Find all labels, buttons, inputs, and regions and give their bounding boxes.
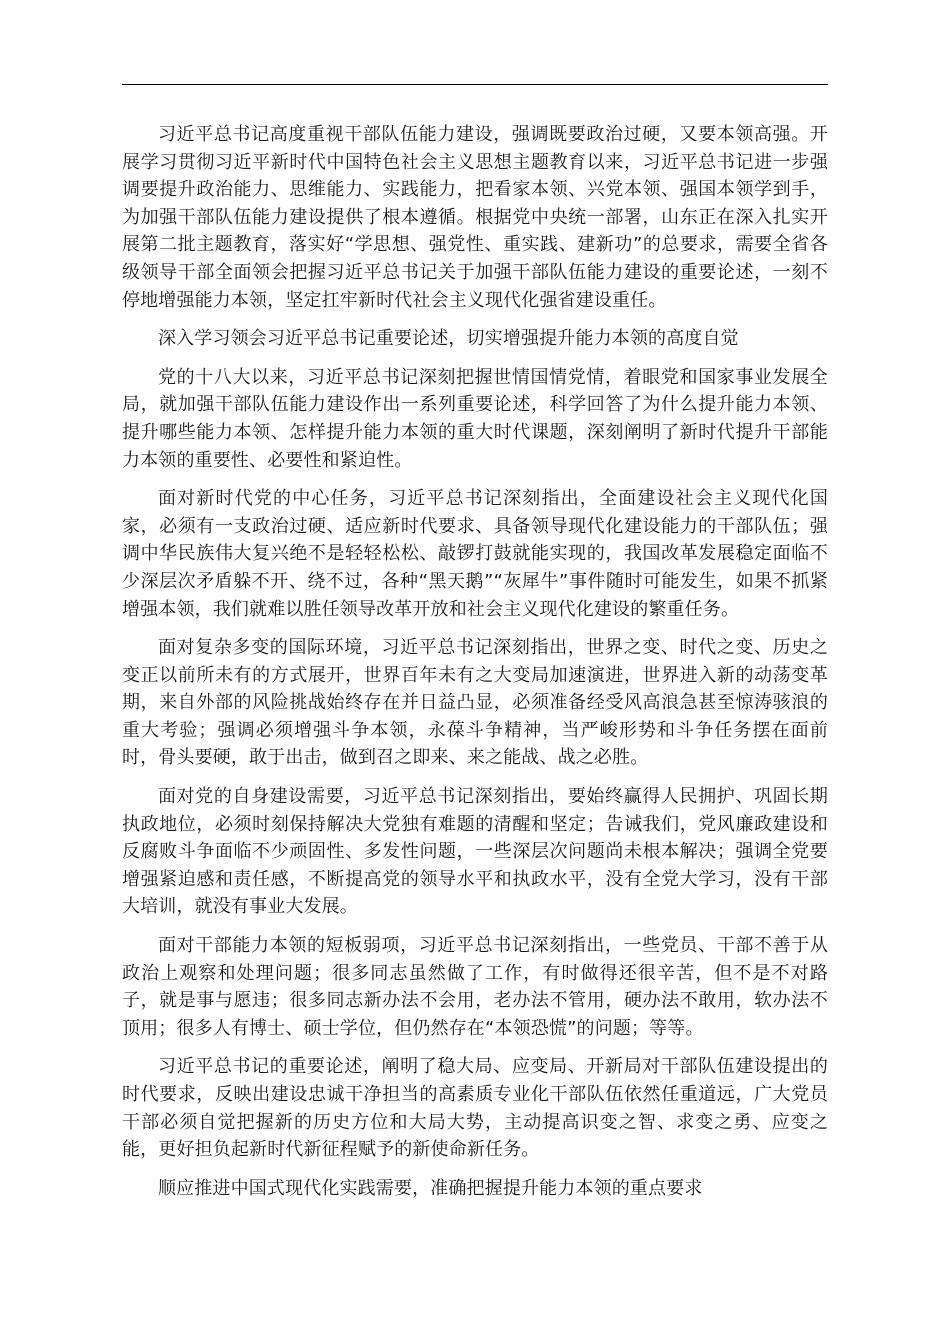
- document-body: [122, 121, 828, 1213]
- paragraph-central-task: 面对新时代党的中心任务，习近平总书记深刻指出，全面建设社会主义现代化国家，必须有一支政治过硬、适应新时代要求、具备领导现代化建设能力的干部队伍；强调中华民族伟大复兴绝不是轻轻松松、敲锣打鼓就能实现的，我国改革发展稳定面临不少深层次矛盾躲不开、绕不过，各种“黑天鹅”“灰犀牛”事件随时可能发生，如果不抓紧增强本领，我们就难以胜任领导改革开放和社会主义现代化建设的繁重任务。: [122, 488, 828, 620]
- section-heading-2: 顺应推进中国式现代化实践需要，准确把握提升能力本领的重点要求: [158, 1177, 703, 1199]
- paragraph-summary: 习近平总书记的重要论述，阐明了稳大局、应变局、开新局对干部队伍建设提出的时代要求，反映出建设忠诚干净担当的高素质专业化干部队伍依然任重道远，广大党员干部必须自觉把握新的历史方位和大局大势，主动提高识变之智、求变之勇、应变之能，更好担负起新时代新征程赋予的新使命新任务。: [122, 1056, 828, 1161]
- section-heading-1: 深入学习领会习近平总书记重要论述，切实增强提升能力本领的高度自觉: [158, 328, 739, 350]
- paragraph-intro: 习近平总书记高度重视干部队伍能力建设，强调既要政治过硬，又要本领高强。开展学习贯彻习近平新时代中国特色社会主义思想主题教育以来，习近平总书记进一步强调要提升政治能力、思维能力、实践能力，把看家本领、兴党本领、强国本领学到手，为加强干部队伍能力建设提供了根本遵循。根据党中央统一部署，山东正在深入扎实开展第二批主题教育，落实好“学思想、强党性、重实践、建新功”的总要求，需要全省各级领导干部全面领会把握习近平总书记关于加强干部队伍能力建设的重要论述，一刻不停地增强能力本领，坚定扛牢新时代社会主义现代化强省建设重任。: [122, 124, 828, 311]
- paragraph-shortcomings: 面对干部能力本领的短板弱项，习近平总书记深刻指出，一些党员、干部不善于从政治上观察和处理问题；很多同志虽然做了工作，有时做得还很辛苦，但不是不对路子，就是事与愿违；很多同志新办法不会用，老办法不管用，硬办法不敢用，软办法不顶用；很多人有博士、硕士学位，但仍然存在“本领恐慌”的问题；等等。: [122, 935, 828, 1039]
- paragraph-international: 面对复杂多变的国际环境，习近平总书记深刻指出，世界之变、时代之变、历史之变正以前所未有的方式展开，世界百年未有之大变局加速演进，世界进入新的动荡变革期，来自外部的风险挑战始终存在并日益凸显，必须准备经受风高浪急甚至惊涛骇浪的重大考验；强调必须增强斗争本领，永葆斗争精神，当严峻形势和斗争任务摆在面前时，骨头要硬，敢于出击，做到召之即来、来之能战、战之必胜。: [122, 637, 828, 769]
- paragraph-party-building: 面对党的自身建设需要，习近平总书记深刻指出，要始终赢得人民拥护、巩固长期执政地位，必须时刻保持解决大党独有难题的清醒和坚定；告诫我们，党风廉政建设和反腐败斗争面临不少顽固性、多发性问题，一些深层次问题尚未根本解决；强调全党要增强紧迫感和责任感，不断提高党的领导水平和执政水平，没有全党大学习，没有干部大培训，就没有事业大发展。: [122, 786, 828, 918]
- header-rule: [122, 84, 828, 85]
- paragraph-overview: 党的十八大以来，习近平总书记深刻把握世情国情党情，着眼党和国家事业发展全局，就加强干部队伍能力建设作出一系列重要论述，科学回答了为什么提升能力本领、提升哪些能力本领、怎样提升能力本领的重大时代课题，深刻阐明了新时代提升干部能力本领的重要性、必要性和紧迫性。: [122, 366, 828, 471]
